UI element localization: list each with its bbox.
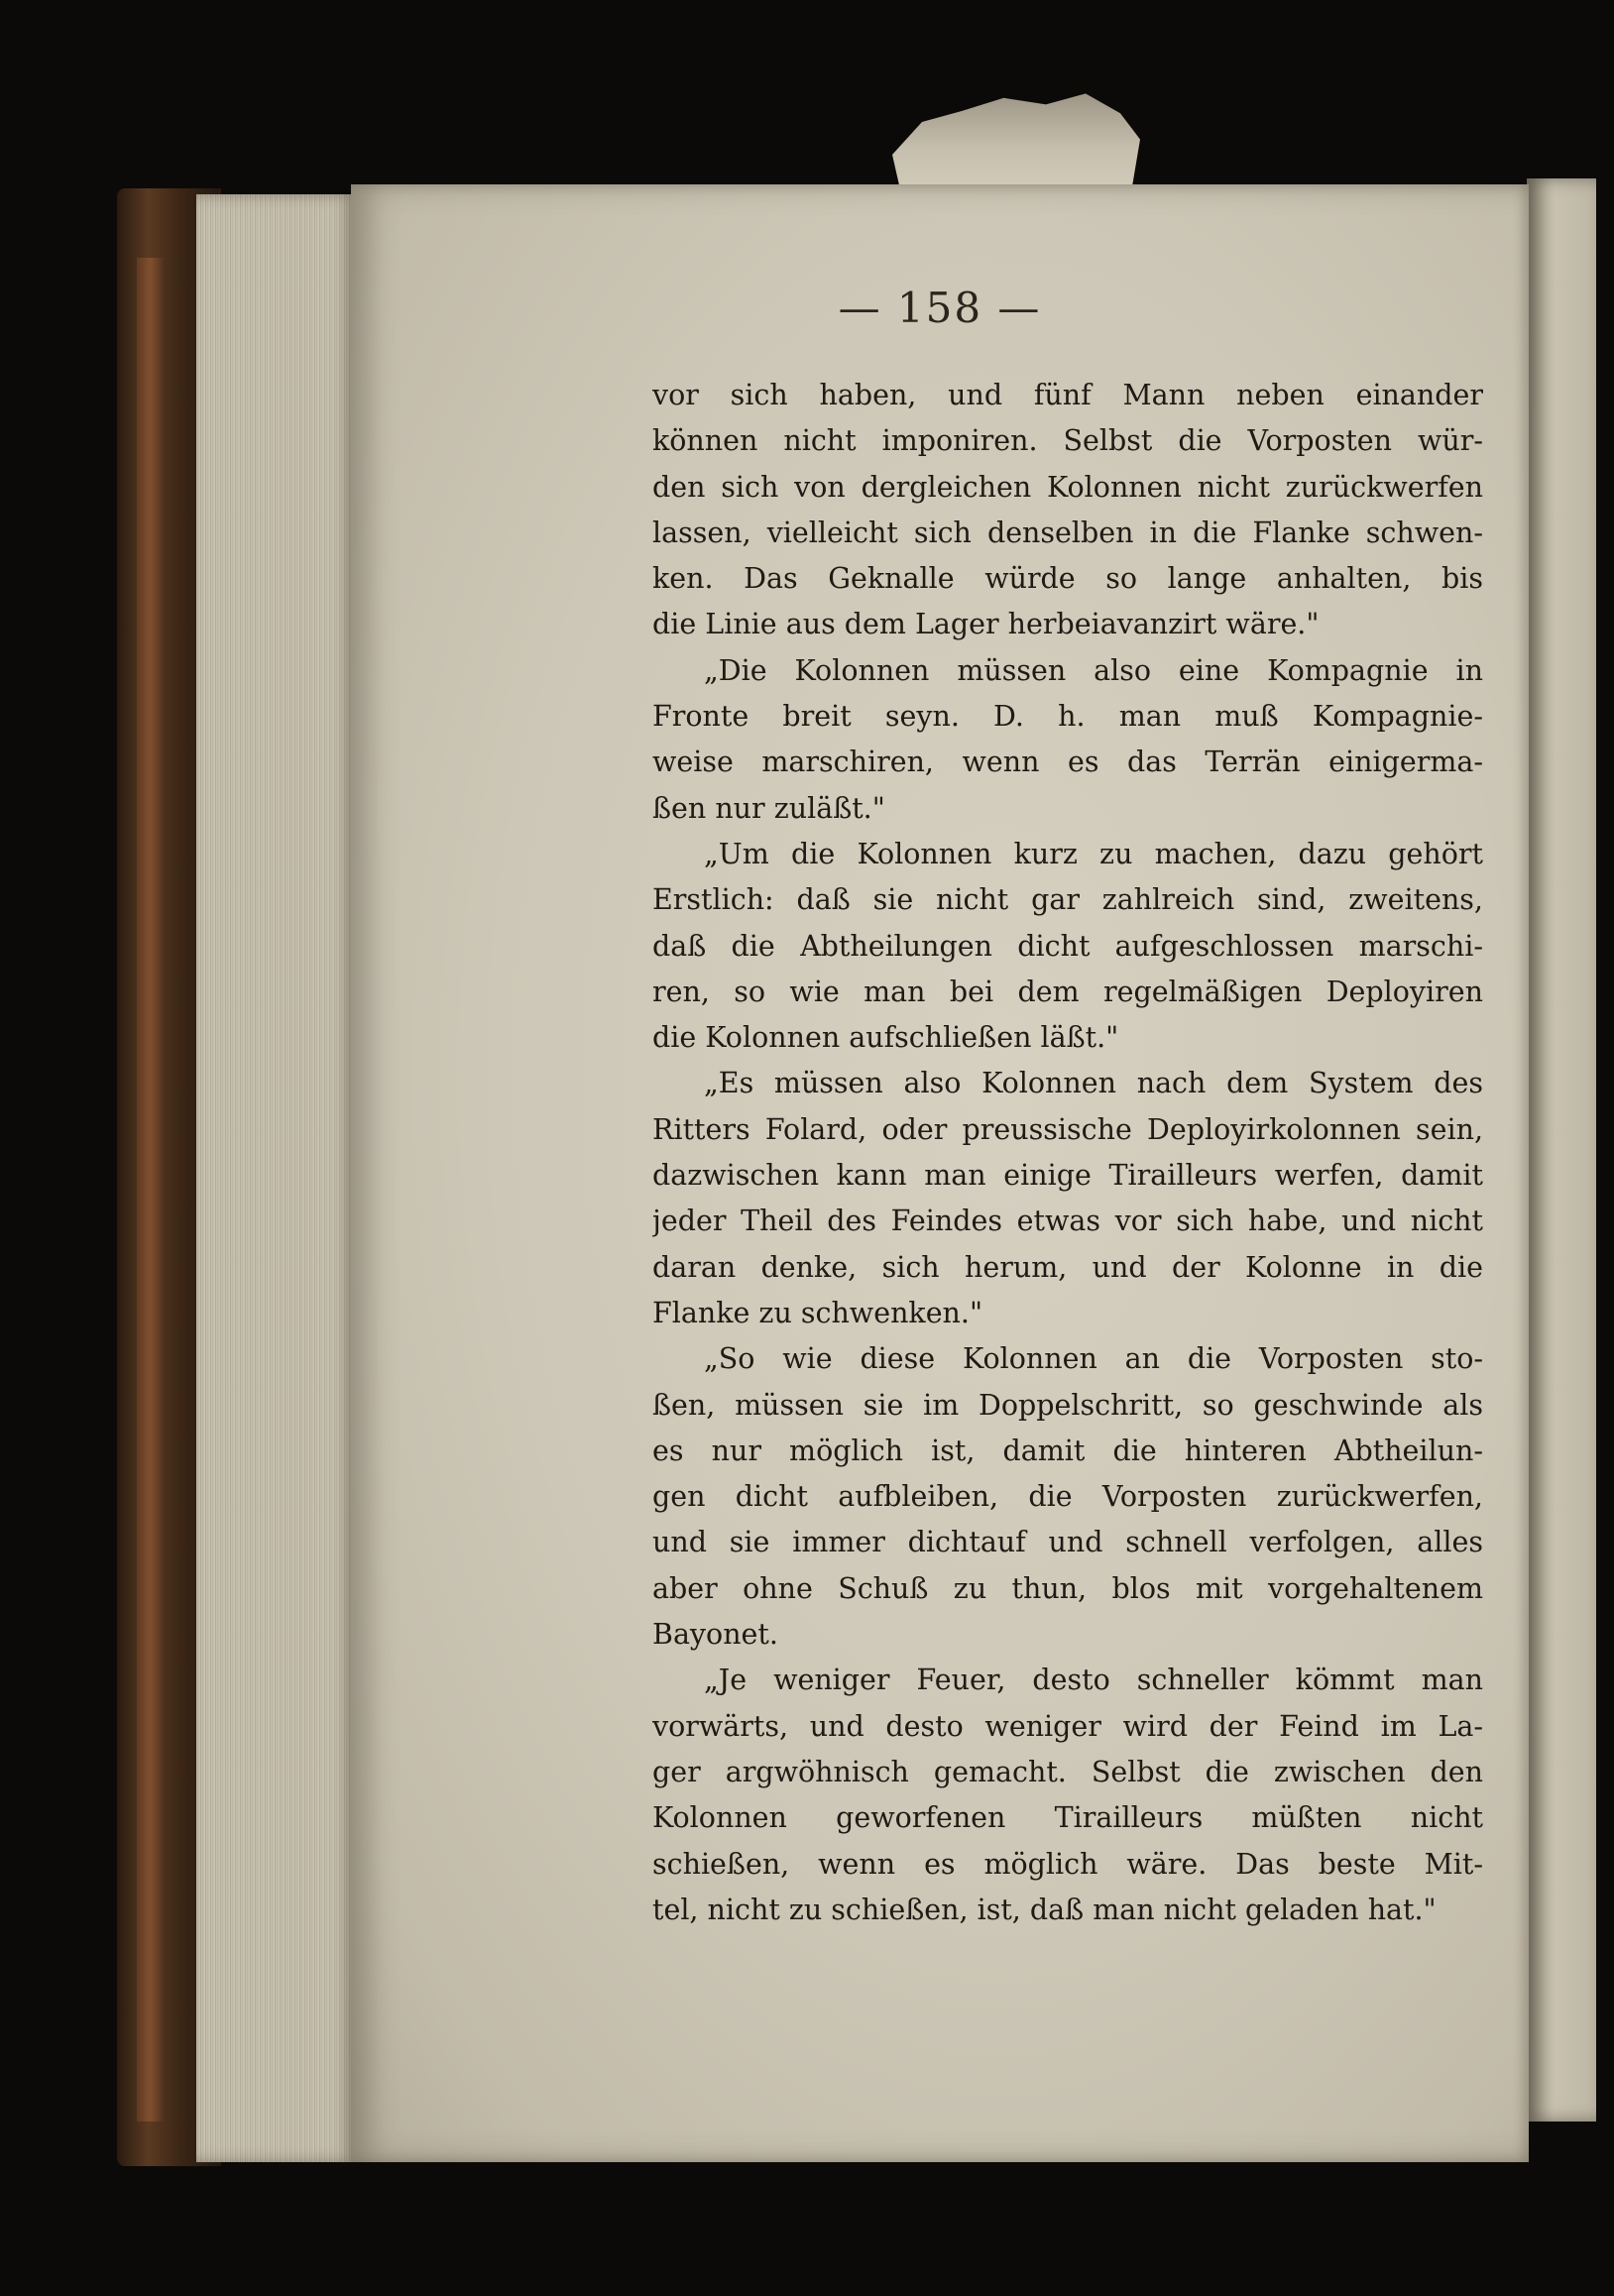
text-line: daran denke, sich herum, und der Kolonne in die xyxy=(652,1250,1483,1284)
text-line: Flanke zu schwenken." xyxy=(652,1296,983,1329)
text-line: vorwärts, und desto weniger wird der Feind im La- xyxy=(652,1709,1483,1743)
page-text xyxy=(652,373,1483,1933)
text-line: „So wie diese Kolonnen an die Vorposten sto- xyxy=(704,1342,1483,1376)
text-line: Kolonnen geworfenen Tirailleurs müßten nicht xyxy=(652,1801,1483,1835)
text-line: dazwischen kann man einige Tirailleurs werfen, damit xyxy=(652,1159,1483,1193)
page-number: — 158 — xyxy=(838,284,1042,332)
text-line: lassen, vielleicht sich denselben in die Flanke schwen- xyxy=(652,516,1483,549)
text-line: ren, so wie man bei dem regelmäßigen Deployiren xyxy=(652,975,1483,1008)
text-line: tel, nicht zu schießen, ist, daß man nicht geladen hat." xyxy=(652,1893,1437,1926)
text-line: vor sich haben, und fünf Mann neben einander xyxy=(652,379,1483,411)
text-line: „Die Kolonnen müssen also eine Kompagnie in xyxy=(704,653,1483,687)
text-line: daß die Abtheilungen dicht aufgeschlossen marschi- xyxy=(652,929,1483,963)
text-line: ken. Das Geknalle würde so lange anhalten, bis xyxy=(652,562,1483,596)
text-line: können nicht imponiren. Selbst die Vorposten wür- xyxy=(652,424,1483,458)
text-line: die Kolonnen aufschließen läßt." xyxy=(652,1021,1119,1055)
text-line: „Es müssen also Kolonnen nach dem System des xyxy=(704,1067,1483,1100)
text-line: Bayonet. xyxy=(652,1618,778,1652)
text-line: die Linie aus dem Lager herbeiavanzirt wäre." xyxy=(652,608,1320,641)
text-line: ßen nur zuläßt." xyxy=(652,791,885,825)
text-line: ger argwöhnisch gemacht. Selbst die zwischen den xyxy=(652,1755,1483,1788)
text-line: Erstlich: daß sie nicht gar zahlreich sind, zweitens, xyxy=(652,883,1483,917)
text-line: den sich von dergleichen Kolonnen nicht zurückwerfen xyxy=(652,470,1483,504)
text-line: „Je weniger Feuer, desto schneller kömmt man xyxy=(704,1664,1483,1697)
text-line: ßen, müssen sie im Doppelschritt, so geschwinde als xyxy=(652,1388,1483,1422)
page-edges xyxy=(196,194,355,2162)
text-line: „Um die Kolonnen kurz zu machen, dazu gehört xyxy=(704,837,1483,870)
text-line: weise marschiren, wenn es das Terrän einigerma- xyxy=(652,746,1483,779)
text-line: aber ohne Schuß zu thun, blos mit vorgehaltenem xyxy=(652,1571,1483,1605)
torn-paper-scrap xyxy=(892,89,1140,198)
cover-edge xyxy=(137,258,165,2122)
facing-page-edge xyxy=(1527,178,1596,2122)
text-line: jeder Theil des Feindes etwas vor sich habe, und nicht xyxy=(652,1205,1483,1238)
text-line: es nur möglich ist, damit die hinteren Abtheilun- xyxy=(652,1434,1483,1467)
text-line: gen dicht aufbleiben, die Vorposten zurückwerfen, xyxy=(652,1480,1483,1514)
text-line: Ritters Folard, oder preussische Deployirkolonnen sein, xyxy=(652,1112,1483,1146)
text-line: und sie immer dichtauf und schnell verfolgen, alles xyxy=(652,1526,1483,1559)
text-line: Fronte breit seyn. D. h. man muß Kompagnie- xyxy=(652,700,1483,734)
text-line: schießen, wenn es möglich wäre. Das beste Mit- xyxy=(652,1847,1483,1881)
